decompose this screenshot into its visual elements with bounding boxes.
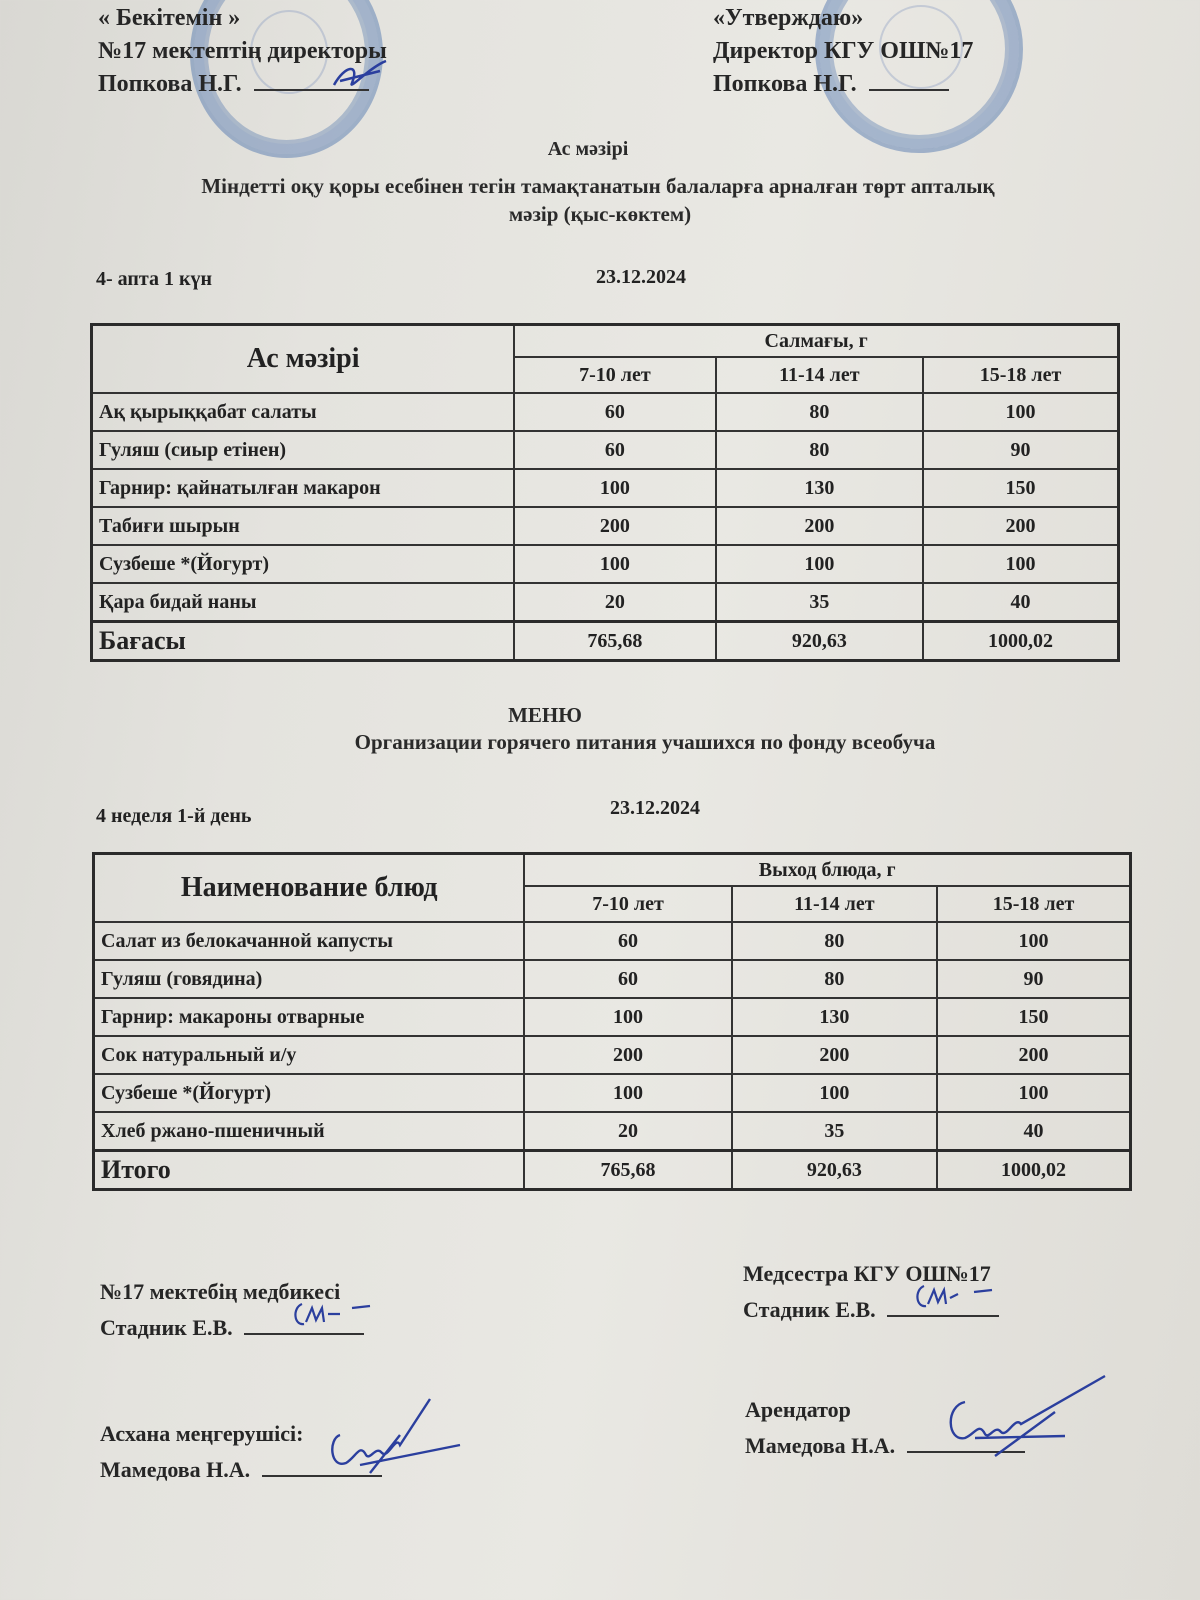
weight-value: 80 <box>716 393 923 431</box>
kitchen-name-kz-line <box>100 1452 382 1488</box>
approval-block-ru <box>713 2 973 101</box>
weight-value: 60 <box>514 431 715 469</box>
approval-kz-line2: №17 мектептің директоры <box>98 38 387 64</box>
weight-value: 80 <box>716 431 923 469</box>
table-row <box>94 1036 1131 1074</box>
approval-block-kz <box>98 2 387 101</box>
yield-value: 60 <box>524 960 731 998</box>
dish-name: Қара бидай наны <box>92 583 515 622</box>
kz-weight-header: Салмағы, г <box>514 325 1118 358</box>
table-row <box>94 998 1131 1036</box>
yield-value: 100 <box>732 1074 937 1112</box>
table-row <box>94 1112 1131 1151</box>
yield-value: 40 <box>937 1112 1130 1151</box>
signature-line <box>907 1451 1025 1453</box>
tenant-title: Арендатор <box>745 1397 851 1422</box>
director-name-ru: Попкова Н.Г. <box>713 71 857 97</box>
weight-value: 100 <box>514 469 715 507</box>
director-name-kz: Попкова Н.Г. <box>98 71 242 97</box>
ru-date: 23.12.2024 <box>610 797 700 819</box>
yield-value: 20 <box>524 1112 731 1151</box>
kitchen-manager-name-kz: Мамедова Н.А. <box>100 1457 251 1482</box>
total-row <box>94 1151 1131 1190</box>
weight-value: 200 <box>716 507 923 545</box>
table-row <box>92 469 1119 507</box>
dish-name: Ақ қырыққабат салаты <box>92 393 515 431</box>
table-row <box>92 507 1119 545</box>
weight-value: 100 <box>514 545 715 583</box>
yield-value: 200 <box>524 1036 731 1074</box>
total-value: 1000,02 <box>937 1151 1130 1190</box>
ru-menu-title: МЕНЮ <box>508 703 582 727</box>
ru-dish-name-header: Наименование блюд <box>94 854 525 923</box>
weight-value: 100 <box>923 545 1119 583</box>
dish-name: Салат из белокачанной капусты <box>94 922 525 960</box>
total-row <box>92 622 1119 661</box>
kz-menu-title: Ас мәзірі <box>547 138 629 160</box>
dish-name: Хлеб ржано-пшеничный <box>94 1112 525 1151</box>
weight-value: 150 <box>923 469 1119 507</box>
ru-age-column-15-18: 15-18 лет <box>937 886 1130 922</box>
kz-dish-name-header: Ас мәзірі <box>92 325 515 394</box>
tenant-signature-block <box>745 1392 1025 1464</box>
price-value: 1000,02 <box>923 622 1119 661</box>
dish-name: Гуляш (сиыр етінен) <box>92 431 515 469</box>
yield-value: 80 <box>732 960 937 998</box>
weight-value: 60 <box>514 393 715 431</box>
total-label: Итого <box>94 1151 525 1190</box>
kitchen-title-kz: Асхана меңгерушісі: <box>100 1421 304 1446</box>
yield-value: 100 <box>524 1074 731 1112</box>
table-row <box>92 545 1119 583</box>
table-row <box>92 431 1119 469</box>
weight-value: 100 <box>716 545 923 583</box>
price-label: Бағасы <box>92 622 515 661</box>
kz-age-column-7-10: 7-10 лет <box>514 357 715 393</box>
signature-line <box>262 1475 382 1477</box>
yield-value: 35 <box>732 1112 937 1151</box>
signature-line <box>869 89 949 91</box>
table-row <box>94 960 1131 998</box>
weight-value: 100 <box>923 393 1119 431</box>
ru-age-column-11-14: 11-14 лет <box>732 886 937 922</box>
yield-value: 100 <box>937 922 1130 960</box>
signature-line <box>254 89 369 91</box>
weight-value: 90 <box>923 431 1119 469</box>
kz-date: 23.12.2024 <box>596 266 686 288</box>
signature-line <box>887 1315 999 1317</box>
kz-week-day: 4- апта 1 күн <box>96 268 213 290</box>
tenant-name-line <box>745 1428 1025 1464</box>
yield-value: 150 <box>937 998 1130 1036</box>
yield-value: 90 <box>937 960 1130 998</box>
approval-ru-line2: Директор КГУ ОШ№17 <box>713 38 974 64</box>
price-value: 765,68 <box>514 622 715 661</box>
yield-value: 60 <box>524 922 731 960</box>
ru-age-column-7-10: 7-10 лет <box>524 886 731 922</box>
kz-menu-table <box>90 323 1120 662</box>
dish-name: Табиғи шырын <box>92 507 515 545</box>
ru-yield-header: Выход блюда, г <box>524 854 1130 887</box>
price-value: 920,63 <box>716 622 923 661</box>
kz-menu-subtitle-line2: мәзір (қыс-көктем) <box>508 202 692 226</box>
yield-value: 130 <box>732 998 937 1036</box>
weight-value: 20 <box>514 583 715 622</box>
nurse-name-kz-line <box>100 1310 364 1346</box>
kz-age-column-11-14: 11-14 лет <box>716 357 923 393</box>
kz-menu-subtitle-line1: Міндетті оқу қоры есебінен тегін тамақтанатын балаларға арналған төрт апталық <box>201 174 995 198</box>
signature-line <box>244 1333 364 1335</box>
ru-menu-table <box>92 852 1132 1191</box>
approval-ru-line1: «Утверждаю» <box>713 5 864 31</box>
nurse-name-ru: Стадник Е.В. <box>743 1297 876 1322</box>
approval-kz-line1: « Бекітемін » <box>98 5 241 31</box>
approval-ru-line3 <box>713 68 973 101</box>
ru-menu-subtitle: Организации горячего питания учашихся по фонду всеобуча <box>354 730 936 754</box>
ru-week-day: 4 неделя 1-й день <box>96 805 252 827</box>
kitchen-signature-block-left <box>100 1416 382 1488</box>
dish-name: Сузбеше *(Йогурт) <box>92 545 515 583</box>
dish-name: Гарнир: қайнатылған макарон <box>92 469 515 507</box>
weight-value: 200 <box>923 507 1119 545</box>
table-row <box>92 583 1119 622</box>
signature-block-right <box>743 1256 999 1328</box>
dish-name: Сок натуральный и/у <box>94 1036 525 1074</box>
table-row <box>94 922 1131 960</box>
nurse-title-ru: Медсестра КГУ ОШ№17 <box>743 1261 991 1286</box>
total-value: 920,63 <box>732 1151 937 1190</box>
yield-value: 200 <box>937 1036 1130 1074</box>
weight-value: 40 <box>923 583 1119 622</box>
nurse-name-ru-line <box>743 1292 999 1328</box>
yield-value: 200 <box>732 1036 937 1074</box>
yield-value: 80 <box>732 922 937 960</box>
tenant-name: Мамедова Н.А. <box>745 1433 896 1458</box>
dish-name: Гуляш (говядина) <box>94 960 525 998</box>
yield-value: 100 <box>524 998 731 1036</box>
weight-value: 35 <box>716 583 923 622</box>
dish-name: Гарнир: макароны отварные <box>94 998 525 1036</box>
dish-name: Сузбеше *(Йогурт) <box>94 1074 525 1112</box>
table-row <box>92 393 1119 431</box>
signature-block-left <box>100 1274 364 1346</box>
total-value: 765,68 <box>524 1151 731 1190</box>
approval-kz-line3 <box>98 68 387 101</box>
weight-value: 200 <box>514 507 715 545</box>
nurse-name-kz: Стадник Е.В. <box>100 1315 233 1340</box>
weight-value: 130 <box>716 469 923 507</box>
kz-age-column-15-18: 15-18 лет <box>923 357 1119 393</box>
table-row <box>94 1074 1131 1112</box>
nurse-title-kz: №17 мектебің медбикесі <box>100 1279 341 1304</box>
yield-value: 100 <box>937 1074 1130 1112</box>
